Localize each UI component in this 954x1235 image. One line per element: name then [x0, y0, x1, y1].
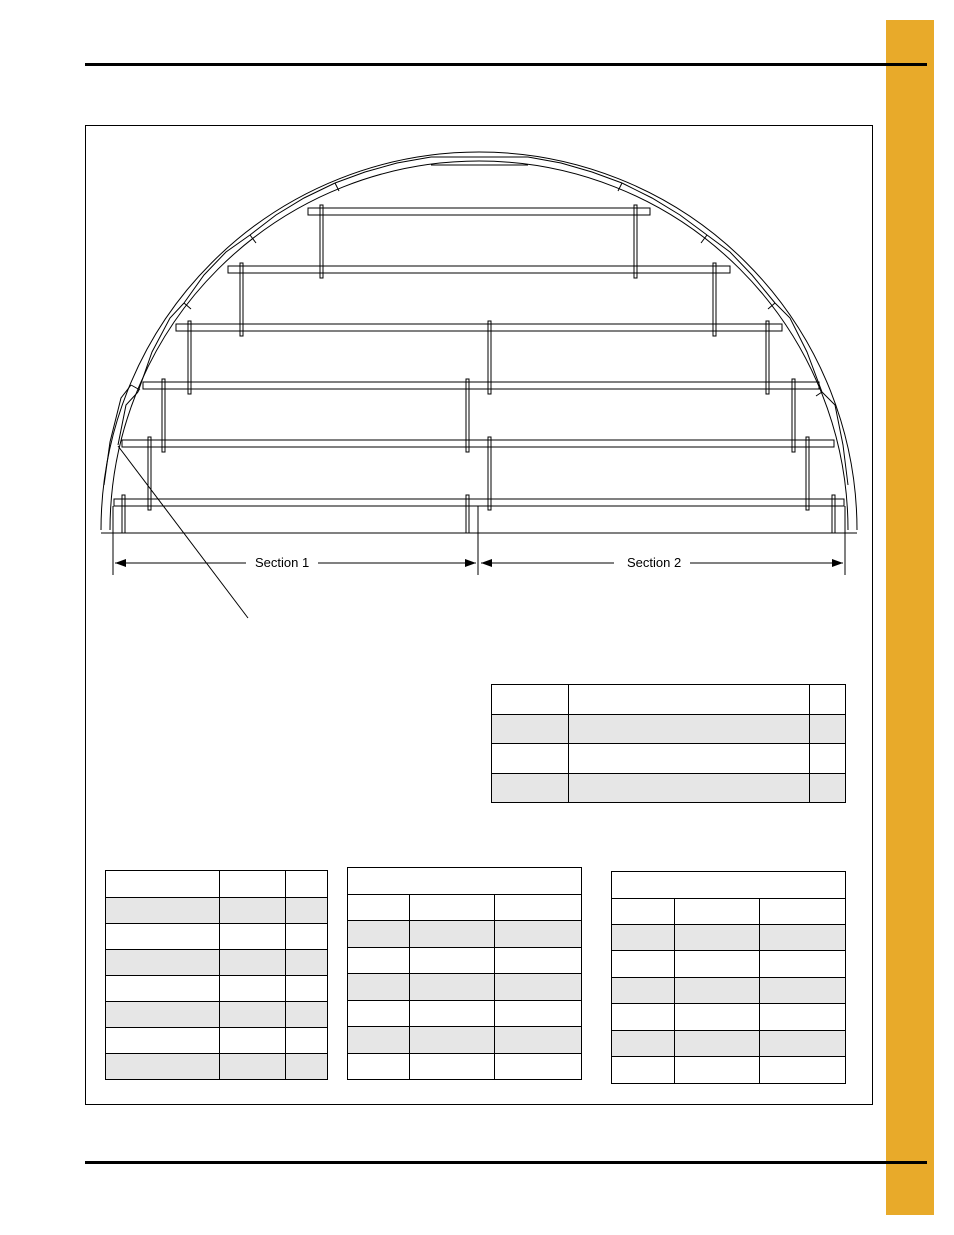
- table-b-caption: [347, 867, 582, 894]
- sweep-rails: [114, 208, 844, 506]
- dome-outer-arc: [101, 152, 857, 530]
- section-1-label: Section 1: [255, 555, 310, 570]
- leader-line: [118, 446, 248, 618]
- table-c-caption: [611, 871, 846, 898]
- sweep-supports: [122, 205, 835, 533]
- parts-table: [491, 684, 846, 803]
- arrowhead: [465, 559, 476, 567]
- arrowhead: [115, 559, 126, 567]
- section-2-label: Section 2: [627, 555, 682, 570]
- dome-inner-arc: [110, 161, 848, 530]
- arrowhead: [832, 559, 843, 567]
- table-b: [347, 894, 582, 1080]
- arrowhead: [481, 559, 492, 567]
- dome-segments: [104, 157, 848, 485]
- table-c: [611, 898, 846, 1084]
- table-a: [105, 870, 328, 1080]
